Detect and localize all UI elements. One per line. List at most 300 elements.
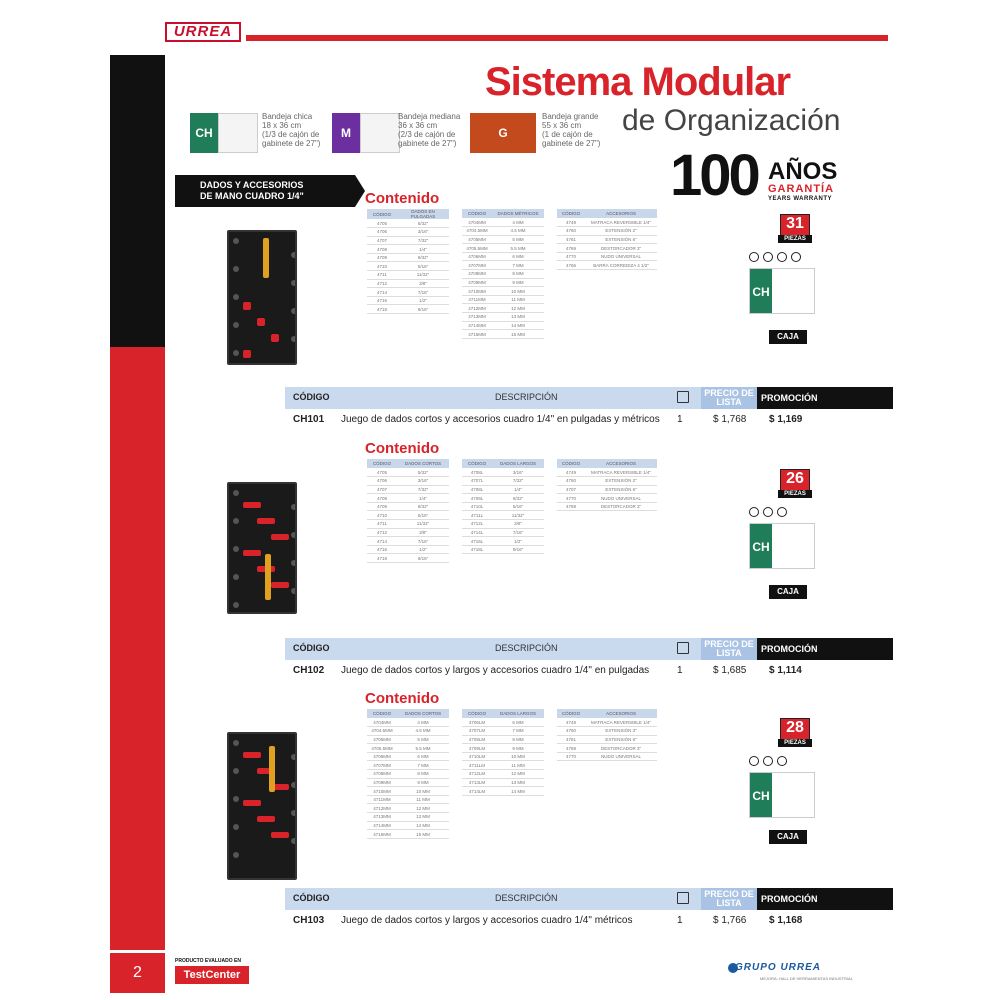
- product-description: Juego de dados cortos y largos y accesorios cuadro 1/4" en pulgadas: [341, 665, 650, 676]
- header-precio-1: PRECIO DE: [704, 889, 754, 899]
- contents-table: [557, 209, 657, 270]
- table-row: [557, 244, 657, 253]
- table-row: [367, 245, 449, 254]
- header-rule: [246, 35, 888, 41]
- table-row: [367, 494, 449, 503]
- tray-note: (1 de cajón de gabinete de 27"): [542, 130, 601, 148]
- table-cell: 9 MM: [492, 278, 544, 287]
- table-cell: 4710: [367, 511, 397, 520]
- product-qty: 1: [677, 414, 683, 425]
- spec-icon: [763, 252, 773, 262]
- header-precio: [701, 638, 757, 660]
- spec-icon: [791, 252, 801, 262]
- table-cell: 4712MM: [367, 804, 397, 813]
- table-cell: 4715MM: [462, 330, 492, 339]
- grupo-urrea-logo: GRUPO URREA: [735, 962, 822, 973]
- table-cell: 13 MM: [397, 813, 449, 822]
- table-cell: 4704MM: [367, 718, 397, 727]
- spec-icon: [777, 756, 787, 766]
- table-row: [367, 262, 449, 271]
- spec-icon: [777, 252, 787, 262]
- table-cell: 4712L: [462, 520, 492, 529]
- table-cell: 4715MM: [367, 830, 397, 839]
- socket-hole: [291, 588, 297, 594]
- table-cell: 4709MM: [367, 778, 397, 787]
- table-cell: 4705: [367, 219, 397, 228]
- table-row: [367, 236, 449, 245]
- table-cell: 4708L: [462, 468, 492, 477]
- header-codigo: CÓDIGO: [293, 392, 330, 402]
- pieces-count: 31: [780, 214, 810, 236]
- table-row: [557, 252, 657, 261]
- table-cell: 4704.5MM: [367, 727, 397, 736]
- table-row: [367, 537, 449, 546]
- table-row: [557, 477, 657, 486]
- table-cell: 9 MM: [492, 744, 544, 753]
- table-row: [462, 752, 544, 761]
- table-cell: 4706MM: [462, 252, 492, 261]
- table-cell: 7/32": [397, 485, 449, 494]
- socket-red: [243, 550, 261, 556]
- table-cell: 4707MM: [462, 261, 492, 270]
- table-cell: 12 MM: [397, 804, 449, 813]
- table-row: [367, 727, 449, 736]
- table-cell: 4705.5MM: [367, 744, 397, 753]
- section-line-2: DE MANO CUADRO 1/4": [200, 191, 304, 201]
- table-cell: 3/8": [492, 520, 544, 529]
- pieces-label: PIEZAS: [778, 490, 812, 498]
- table-cell: 4710MM: [367, 787, 397, 796]
- price-table-header: [285, 638, 893, 660]
- socket-hole: [291, 838, 297, 844]
- socket-red: [271, 832, 289, 838]
- table-cell: 6 MM: [492, 718, 544, 727]
- table-row: [462, 477, 544, 486]
- table-cell: 4707: [367, 236, 397, 245]
- product-qty: 1: [677, 665, 683, 676]
- table-row: [557, 752, 657, 761]
- table-cell: 6 MM: [397, 752, 449, 761]
- table-row: [462, 270, 544, 279]
- header-precio-2: LISTA: [716, 648, 742, 658]
- socket-hole: [233, 574, 239, 580]
- table-cell: 4760: [557, 727, 585, 736]
- table-header: CÓDIGO: [462, 459, 492, 468]
- socket-red: [271, 334, 279, 342]
- table-row: [367, 821, 449, 830]
- tray-text: [542, 112, 622, 148]
- table-cell: 1/4": [492, 485, 544, 494]
- page-subtitle: de Organización: [622, 104, 841, 137]
- socket-hole: [291, 308, 297, 314]
- tray-photo: [227, 230, 297, 365]
- table-cell: 9/32": [492, 494, 544, 503]
- tray-text: [262, 112, 342, 148]
- table-header: ACCESORIOS: [585, 459, 657, 468]
- table-row: [367, 735, 449, 744]
- table-cell: MATRACA REVERSIBLE 1/4": [585, 718, 657, 727]
- table-row: [367, 804, 449, 813]
- socket-hole: [233, 740, 239, 746]
- table-cell: 4761: [557, 235, 585, 244]
- table-cell: 4760: [557, 227, 585, 236]
- table-row: [462, 520, 544, 529]
- table-cell: 4708: [367, 245, 397, 254]
- table-cell: 4716L: [462, 537, 492, 546]
- table-cell: 9/16": [492, 545, 544, 554]
- table-cell: 4708MM: [367, 770, 397, 779]
- testcenter-logo: TestCenter: [175, 966, 249, 984]
- table-cell: 4769: [557, 744, 585, 753]
- table-cell: 7/32": [397, 236, 449, 245]
- table-row: [462, 261, 544, 270]
- table-row: [367, 219, 449, 228]
- table-row: [367, 778, 449, 787]
- table-cell: NUDO UNIVERSAL: [585, 752, 657, 761]
- contents-table: [462, 209, 544, 339]
- table-row: [557, 261, 657, 270]
- table-cell: 9 MM: [397, 778, 449, 787]
- table-cell: 7 MM: [492, 727, 544, 736]
- page-number: 2: [110, 953, 165, 993]
- table-cell: 4710L: [462, 502, 492, 511]
- table-cell: DESTORCADOR 3": [585, 744, 657, 753]
- socket-red: [257, 816, 275, 822]
- table-cell: 4709: [367, 502, 397, 511]
- table-cell: 5 MM: [492, 235, 544, 244]
- table-cell: 11 MM: [397, 795, 449, 804]
- table-cell: 11/32": [397, 520, 449, 529]
- product-description: Juego de dados cortos y accesorios cuadro 1/4" en pulgadas y métricos: [341, 414, 660, 425]
- price-row: [285, 912, 893, 930]
- table-cell: 1/4": [397, 245, 449, 254]
- table-header: CÓDIGO: [557, 209, 585, 218]
- table-row: [462, 252, 544, 261]
- box-icon: [677, 892, 689, 904]
- table-row: [462, 735, 544, 744]
- table-row: [367, 511, 449, 520]
- tray-size: 55 x 36 cm: [542, 121, 582, 130]
- feature-icons: [749, 756, 787, 766]
- table-row: [462, 718, 544, 727]
- table-cell: 4714: [367, 537, 397, 546]
- tray-name: Bandeja grande: [542, 112, 599, 121]
- box-icon: [677, 391, 689, 403]
- table-row: [557, 485, 657, 494]
- table-cell: 8 MM: [492, 735, 544, 744]
- table-row: [367, 253, 449, 262]
- table-cell: 3/8": [397, 528, 449, 537]
- table-cell: 11/32": [397, 271, 449, 280]
- table-header: CÓDIGO: [367, 709, 397, 718]
- table-cell: 3/16": [397, 228, 449, 237]
- table-cell: 5/16": [397, 262, 449, 271]
- table-header: CÓDIGO: [367, 459, 397, 468]
- table-cell: 1/2": [492, 537, 544, 546]
- table-cell: 4712LM: [462, 770, 492, 779]
- table-cell: 4711MM: [462, 295, 492, 304]
- table-header: ACCESORIOS: [585, 709, 657, 718]
- table-row: [462, 485, 544, 494]
- table-header: ACCESORIOS: [585, 209, 657, 218]
- table-cell: 9/16": [397, 305, 449, 314]
- table-cell: 4749: [557, 718, 585, 727]
- table-cell: 4714MM: [462, 321, 492, 330]
- tray-photo: [227, 482, 297, 614]
- table-row: [557, 718, 657, 727]
- tray-photo: [227, 732, 297, 880]
- price-row: [285, 662, 893, 680]
- table-row: [367, 813, 449, 822]
- tray-tag: M: [332, 113, 360, 153]
- table-row: [557, 727, 657, 736]
- table-cell: EXTENSIÓN 6": [585, 235, 657, 244]
- table-cell: 4704MM: [462, 218, 492, 227]
- table-row: [462, 770, 544, 779]
- tray-name: Bandeja mediana: [398, 112, 461, 121]
- table-row: [462, 227, 544, 236]
- list-price: $ 1,766: [713, 915, 747, 926]
- table-cell: 4706MM: [367, 752, 397, 761]
- table-cell: 4705.5MM: [462, 244, 492, 253]
- page-title: Sistema Modular: [485, 60, 791, 104]
- table-cell: 4709: [367, 253, 397, 262]
- table-row: [462, 244, 544, 253]
- table-row: [462, 278, 544, 287]
- header-precio-2: LISTA: [716, 898, 742, 908]
- table-row: [367, 545, 449, 554]
- table-cell: 10 MM: [492, 287, 544, 296]
- table-cell: 4711: [367, 271, 397, 280]
- warranty-anos: AÑOS: [768, 158, 838, 185]
- table-cell: EXTENSIÓN 2": [585, 477, 657, 486]
- table-row: [367, 830, 449, 839]
- list-price: $ 1,768: [713, 414, 747, 425]
- table-cell: 4711L: [462, 511, 492, 520]
- table-cell: 4709MM: [462, 278, 492, 287]
- table-cell: 5/32": [397, 468, 449, 477]
- table-cell: 5/16": [492, 502, 544, 511]
- socket-hole: [291, 336, 297, 342]
- grupo-urrea-tagline: MEJORA: HALL DE HERRAMIENTAS INDUSTRIAL: [760, 976, 853, 981]
- promo-price: $ 1,114: [769, 665, 802, 676]
- table-cell: BARRA CORREDIZA 4 1/2": [585, 261, 657, 270]
- table-cell: 4709LM: [462, 744, 492, 753]
- table-cell: 4769: [557, 502, 585, 511]
- socket-hole: [233, 294, 239, 300]
- table-cell: 12 MM: [492, 770, 544, 779]
- tray-body: [360, 113, 400, 153]
- table-cell: NUDO UNIVERSAL: [585, 494, 657, 503]
- socket-hole: [233, 490, 239, 496]
- table-header: DADOS CORTOS: [397, 459, 449, 468]
- table-cell: 4718: [367, 305, 397, 314]
- table-cell: 10 MM: [397, 787, 449, 796]
- screwdriver-handle: [265, 554, 271, 600]
- socket-red: [243, 502, 261, 508]
- table-cell: 4707LM: [462, 727, 492, 736]
- table-cell: 1/4": [397, 494, 449, 503]
- table-cell: 4708L: [462, 485, 492, 494]
- table-row: [462, 537, 544, 546]
- table-cell: 15 MM: [492, 330, 544, 339]
- header-precio-1: PRECIO DE: [704, 639, 754, 649]
- socket-red: [271, 582, 289, 588]
- header-precio: [701, 387, 757, 409]
- socket-hole: [233, 518, 239, 524]
- socket-hole: [291, 782, 297, 788]
- table-row: [367, 228, 449, 237]
- socket-red: [243, 800, 261, 806]
- price-table-header: [285, 387, 893, 409]
- caja-badge: CAJA: [769, 585, 807, 599]
- table-row: [367, 761, 449, 770]
- table-row: [462, 218, 544, 227]
- table-cell: 14 MM: [492, 321, 544, 330]
- table-header: DADOS LARGOS: [492, 709, 544, 718]
- table-row: [367, 288, 449, 297]
- table-row: [367, 271, 449, 280]
- spec-icon: [763, 507, 773, 517]
- warranty-english: YEARS WARRANTY: [768, 196, 833, 202]
- table-row: [367, 528, 449, 537]
- table-row: [367, 279, 449, 288]
- pieces-label: PIEZAS: [778, 739, 812, 747]
- table-cell: 4706LM: [462, 718, 492, 727]
- spec-icon: [763, 756, 773, 766]
- box-icon: [677, 642, 689, 654]
- table-cell: 5.5 MM: [397, 744, 449, 753]
- table-row: [367, 502, 449, 511]
- evaluated-label: PRODUCTO EVALUADO EN: [175, 958, 241, 964]
- table-cell: 4707MM: [367, 761, 397, 770]
- table-cell: 4718L: [462, 545, 492, 554]
- table-row: [462, 313, 544, 322]
- table-row: [462, 787, 544, 796]
- contents-table: [367, 459, 449, 563]
- table-header: DADOS MÉTRICOS: [492, 209, 544, 218]
- table-cell: 5/32": [397, 219, 449, 228]
- table-row: [462, 330, 544, 339]
- table-cell: 8 MM: [492, 270, 544, 279]
- table-row: [462, 235, 544, 244]
- table-row: [462, 545, 544, 554]
- socket-red: [243, 302, 251, 310]
- list-price: $ 1,685: [713, 665, 747, 676]
- table-row: [557, 218, 657, 227]
- tray-body: [218, 113, 258, 153]
- table-cell: 1/2": [397, 545, 449, 554]
- table-cell: 4712: [367, 279, 397, 288]
- feature-icons: [749, 252, 801, 262]
- table-cell: 4708LM: [462, 735, 492, 744]
- tray-tag: CH: [750, 269, 772, 313]
- table-cell: NUDO UNIVERSAL: [585, 252, 657, 261]
- table-cell: 4710LM: [462, 752, 492, 761]
- table-cell: 7/32": [492, 477, 544, 486]
- table-cell: MATRACA REVERSIBLE 1/4": [585, 468, 657, 477]
- table-cell: 5/16": [397, 511, 449, 520]
- table-cell: 7/16": [492, 528, 544, 537]
- price-row: [285, 411, 893, 429]
- caja-badge: CAJA: [769, 830, 807, 844]
- section-line-1: DADOS Y ACCESORIOS: [200, 180, 304, 190]
- socket-hole: [291, 560, 297, 566]
- contents-table: [462, 709, 544, 796]
- table-cell: 9/16": [397, 554, 449, 563]
- table-cell: 4710MM: [462, 287, 492, 296]
- side-bar-black: [110, 55, 165, 347]
- table-cell: 7/16": [397, 288, 449, 297]
- socket-hole: [233, 238, 239, 244]
- tray-size-badge: [749, 772, 815, 818]
- table-cell: 4711MM: [367, 795, 397, 804]
- table-cell: EXTENSIÓN 6": [585, 735, 657, 744]
- table-row: [462, 761, 544, 770]
- table-cell: 14 MM: [492, 787, 544, 796]
- socket-hole: [291, 754, 297, 760]
- table-row: [462, 287, 544, 296]
- socket-hole: [233, 266, 239, 272]
- table-cell: 4714MM: [367, 821, 397, 830]
- table-cell: 11 MM: [492, 295, 544, 304]
- table-cell: 4707L: [462, 477, 492, 486]
- tray-tag: G: [470, 113, 536, 153]
- header-promocion: PROMOCIÓN: [757, 387, 893, 409]
- tray-text: [398, 112, 478, 148]
- table-cell: 4708: [367, 494, 397, 503]
- header-descripcion: DESCRIPCIÓN: [495, 893, 558, 903]
- table-header: CÓDIGO: [462, 209, 492, 218]
- socket-hole: [291, 810, 297, 816]
- table-row: [462, 468, 544, 477]
- table-row: [367, 795, 449, 804]
- tray-size-badge: [749, 523, 815, 569]
- contents-table: [557, 459, 657, 511]
- table-cell: 4766: [557, 261, 585, 270]
- header-codigo: CÓDIGO: [293, 643, 330, 653]
- table-cell: 11/32": [492, 511, 544, 520]
- product-ch101: [165, 190, 895, 435]
- socket-hole: [233, 824, 239, 830]
- table-row: [367, 485, 449, 494]
- table-cell: 4749: [557, 218, 585, 227]
- table-cell: 9/32": [397, 253, 449, 262]
- product-code: CH103: [293, 915, 325, 926]
- table-cell: 4706: [367, 477, 397, 486]
- table-row: [367, 520, 449, 529]
- table-cell: 3/16": [492, 468, 544, 477]
- table-cell: 4708MM: [462, 270, 492, 279]
- table-cell: 4761: [557, 735, 585, 744]
- table-row: [367, 770, 449, 779]
- table-cell: 4704.5MM: [462, 227, 492, 236]
- socket-hole: [233, 546, 239, 552]
- pieces-count: 28: [780, 718, 810, 740]
- table-cell: 4769: [557, 244, 585, 253]
- contents-table: [367, 209, 449, 314]
- tray-note: (2/3 de cajón de gabinete de 27"): [398, 130, 457, 148]
- table-cell: MATRACA REVERSIBLE 1/4": [585, 218, 657, 227]
- table-cell: 4 MM: [397, 718, 449, 727]
- header-precio: [701, 888, 757, 910]
- urrea-logo: URREA: [165, 22, 241, 42]
- table-cell: 6 MM: [492, 252, 544, 261]
- table-cell: 7 MM: [492, 261, 544, 270]
- socket-red: [257, 518, 275, 524]
- table-row: [557, 494, 657, 503]
- spec-icon: [749, 507, 759, 517]
